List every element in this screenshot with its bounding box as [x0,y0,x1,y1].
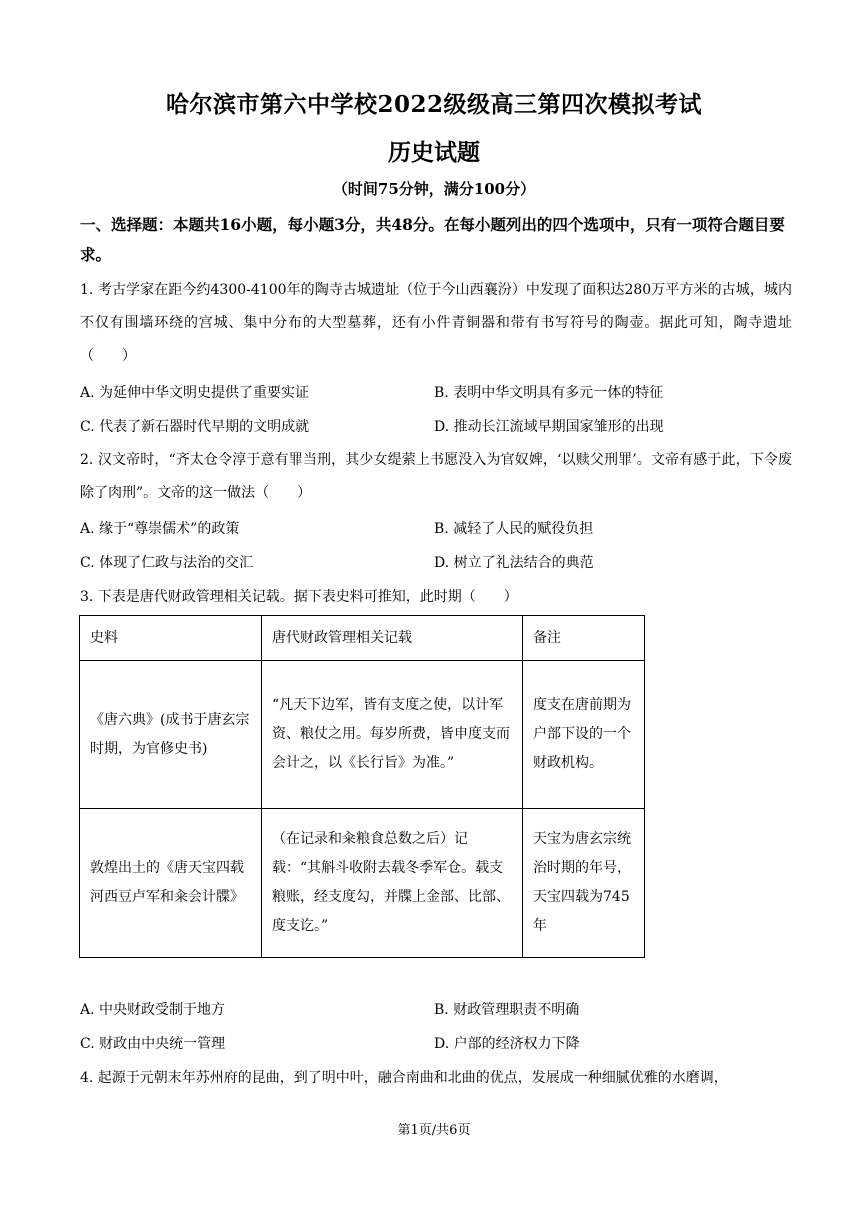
table-cell-source: 敦煌出土的《唐天宝四载河西豆卢军和籴会计牒》 [80,809,262,958]
table-header-cell: 唐代财政管理相关记载 [262,616,523,661]
question-4-stem: 4. 起源于元朝末年苏州府的昆曲，到了明中叶，融合南曲和北曲的优点，发展成一种细腻优雅的水磨调， [80,1070,728,1086]
question-2-stem: 2. 汉文帝时，“齐太仓令淳于意有罪当刑，其少女缇萦上书愿没入为官奴婢，‘以赎父刑罪’。文帝有感于此，下令废除了肉刑”。文帝的这一做法（ ） [80,452,792,501]
finance-records-table [79,615,645,958]
table-header-cell: 史料 [80,616,262,661]
question-3-option-b: B. 财政管理职责不明确 [434,1002,580,1018]
question-2-option-b: B. 减轻了人民的赋役负担 [434,521,594,537]
table-cell-record: “凡天下边军，皆有支度之使，以计军资、粮仗之用。每岁所费，皆申度支而会计之，以《长行旨》为准。” [262,661,523,809]
exam-title: 哈尔滨市第六中学校2022级级高三第四次模拟考试 [165,91,702,118]
question-3-stem: 3. 下表是唐代财政管理相关记载。据下表史料可推知，此时期（ ） [80,589,518,605]
table-row [80,661,645,809]
table-row [80,809,645,958]
question-1-option-d: D. 推动长江流域早期国家雏形的出现 [434,419,664,435]
table-header-row [80,616,645,661]
question-1-option-a: A. 为延伸中华文明史提供了重要实证 [80,385,310,401]
question-3-option-d: D. 户部的经济权力下降 [434,1036,580,1052]
question-2-option-c: C. 体现了仁政与法治的交汇 [80,555,254,571]
question-1-stem: 1. 考古学家在距今约4300-4100年的陶寺古城遗址（位于今山西襄汾）中发现了面积达280万平方米的古城，城内不仅有围墙环绕的宫城、集中分布的大型墓葬，还有小件青铜器和带有书写符号的陶壶。据此可知，陶寺遗址（ ） [80,282,792,364]
table-cell-source: 《唐六典》(成书于唐玄宗时期，为官修史书) [80,661,262,809]
table-cell-note: 天宝为唐玄宗统治时期的年号，天宝四载为745年 [523,809,645,958]
table-cell-note: 度支在唐前期为户部下设的一个财政机构。 [523,661,645,809]
time-note: （时间75分钟，满分100分） [332,180,536,198]
question-1-option-b: B. 表明中华文明具有多元一体的特征 [434,385,664,401]
table-header-cell: 备注 [523,616,645,661]
question-3-option-a: A. 中央财政受制于地方 [80,1002,226,1018]
question-2-option-d: D. 树立了礼法结合的典范 [434,555,594,571]
question-3-option-c: C. 财政由中央统一管理 [80,1036,226,1052]
page-number: 第1页/共6页 [397,1123,471,1138]
exam-subtitle: 历史试题 [388,139,480,166]
question-2-option-a: A. 缘于“尊崇儒术”的政策 [80,521,240,537]
question-1-option-c: C. 代表了新石器时代早期的文明成就 [80,419,310,435]
section-heading: 一、选择题：本题共16小题，每小题3分，共48分。在每小题列出的四个选项中，只有一项符合题目要求。 [80,215,785,264]
table-cell-record: （在记录和籴粮食总数之后）记载：“其斛斗收附去载冬季军仓。载支粮账，经支度勾，并牒上金部、比部、度支讫。” [262,809,523,958]
